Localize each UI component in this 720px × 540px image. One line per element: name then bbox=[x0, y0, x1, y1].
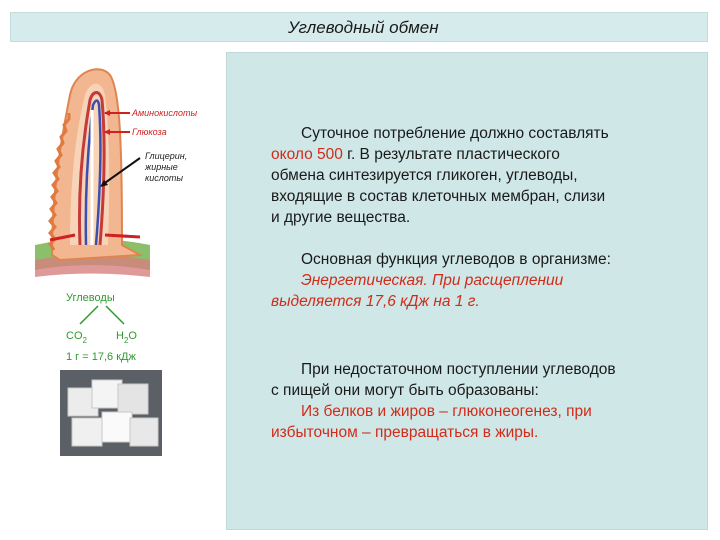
intake-amount: около 500 bbox=[271, 146, 343, 163]
carb-heading: Углеводы bbox=[66, 292, 115, 304]
paragraph-synthesis: При недостаточном поступлении углеводов с пищей они могут быть образованы: Из белков и жиров – глюконеогенез, при избыточном – превращаться в жиры. bbox=[271, 361, 616, 441]
co2-label: $CO_2$ bbox=[66, 330, 87, 345]
carbohydrate-card bbox=[58, 284, 166, 506]
paragraph-intake: Суточное потребление должно составлять около 500 г. В результате пластического обмена синтезируется гликоген, углеводы, входящие в состав клеточных мембран, слизи и другие вещества. bbox=[271, 125, 609, 226]
title-bar bbox=[10, 12, 708, 42]
label-glycerin-3: кислоты bbox=[145, 173, 183, 183]
villus-diagram bbox=[30, 55, 220, 280]
energy-label: 1 г = 17,6 кДж bbox=[66, 351, 136, 363]
content-panel bbox=[226, 52, 708, 530]
label-amino: Аминокислоты bbox=[132, 108, 198, 118]
arrow-right bbox=[106, 306, 124, 324]
label-glucose: Глюкоза bbox=[132, 127, 167, 137]
h2o-label: $H_2O$ bbox=[116, 330, 137, 345]
arrow-left bbox=[80, 306, 98, 324]
label-glycerin-1: Глицерин, bbox=[145, 151, 188, 161]
slide-title: Углеводный обмен bbox=[288, 18, 439, 37]
label-glycerin-2: жирные bbox=[145, 162, 178, 172]
paragraph-function: Основная функция углеводов в организме: Энергетическая. При расщеплении выделяется 17,6 кДж на 1 г. bbox=[271, 251, 611, 310]
sugar-cubes-image bbox=[60, 370, 162, 456]
